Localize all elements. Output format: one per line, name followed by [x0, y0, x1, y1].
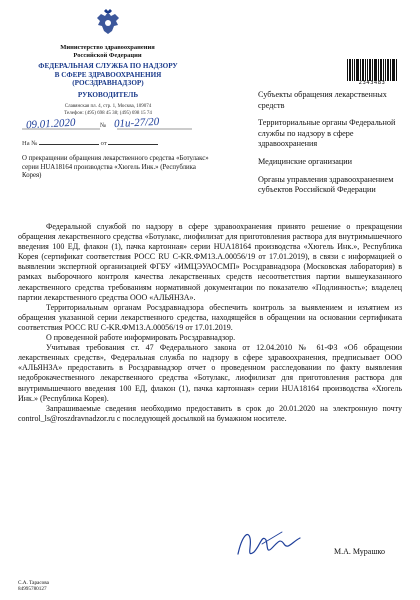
ministry-name: Министерство здравоохранения Российской Федерации	[60, 44, 155, 59]
addressee: Органы управления здравоохранением субъектов Российской Федерации	[258, 174, 394, 195]
letter-number: 01и-27/20	[113, 115, 160, 131]
letterhead-address: Славянская пл. 4, стр. 1, Москва, 109074 Телефон: (495) 698 45 38; (495) 698 15 74	[64, 104, 152, 116]
head-title: РУКОВОДИТЕЛЬ	[77, 91, 139, 99]
body-paragraph: Учитывая требования ст. 47 Федерального закона от 12.04.2010 № 61-ФЗ «Об обращении лекарственных средств», Федеральная служба по надзору в сфере здравоохранения, предписывает ООО «АЛЬЯНЗА» предоставить в Росздравнадзор отчет о проведенном расследовании по факту выявления недоброкачественного лекарственного средства «Ботулакс, лиофилизат для приготовления раствора для внутримышечного введения 100 ЕД, флакон (1), пачка картонная» серии HUA18164 производства «Хюгель Инк.» (Республика Корея).	[18, 343, 402, 403]
letter-date: 09.01.2020	[25, 116, 76, 132]
handwritten-signature	[232, 524, 304, 564]
body-paragraph: Федеральной службой по надзору в сфере здравоохранения принято решение о прекращении обращения лекарственного средства «Ботулакс, лиофилизат для приготовления раствора для внутримышечного введения 100 ЕД, флакон (1), пачка картонная» серии HUA18164 производства «Хюгель Инк.», Республика Корея (сертификат соответствия РОСС RU C-KR.ФМ13.А.00056/19 от 17.01.2019), в связи с информацией о выявлении экспертной организацией ФГБУ «ИМЦЭУАОСМП» Росздравнадзора (Московская лаборатория) в рамках выборочного контроля качества лекарственных средств несоответствия партии вышеуказанного лекарственного средства требованиям нормативной документации по показателю «Подлинность»; владелец партии лекарственного средства ООО «АЛЬЯНЗА».	[18, 222, 402, 302]
number-prefix: №	[100, 122, 107, 129]
performer-info	[18, 580, 49, 593]
service-name: ФЕДЕРАЛЬНАЯ СЛУЖБА ПО НАДЗОРУ В СФЕРЕ ЗДРАВООХРАНЕНИЯ (РОСЗДРАВНАДЗОР)	[38, 62, 178, 88]
signer-name: М.А. Мурашко	[334, 547, 385, 556]
letter-body	[18, 222, 402, 424]
reference-line	[22, 138, 158, 147]
addressees-block	[258, 90, 408, 203]
addressee: Территориальные органы Федеральной службы по надзору в сфере здравоохранения	[258, 118, 396, 149]
body-paragraph: Территориальным органам Росздравнадзора обеспечить контроль за выявлением и изъятием из обращения указанной серии лекарственного средства, находящейся в обращении на основании сертификата соответствия РОСС RU C-KR.ФМ13.А.00056/19 от 17.01.2019.	[18, 302, 402, 332]
ref-prefix: На №	[22, 140, 38, 147]
performer-phone: 84995780127	[18, 586, 47, 593]
body-paragraph: Запрашиваемые сведения необходимо предоставить в срок до 20.01.2020 на электронную почту control_ls@roszdravnadzor.ru с последующей досылкой на бумажном носителе.	[18, 403, 402, 423]
barcode	[346, 59, 398, 81]
performer-name: С.А. Тарасова	[18, 580, 49, 586]
body-paragraph: О проведенной работе информировать Росздравнадзор.	[46, 333, 236, 343]
addressee: Субъекты обращения лекарственных средств	[258, 90, 387, 110]
russian-eagle-emblem	[93, 8, 123, 38]
addressee: Медицинские организации	[258, 156, 353, 166]
letter-subject: О прекращении обращения лекарственного средства «Ботулакс» серии HUA18164 производства «Хюгель Инк.» (Республика Корея)	[22, 155, 209, 180]
ref-from: от	[100, 140, 107, 147]
barcode-number: 2343483	[358, 80, 386, 86]
